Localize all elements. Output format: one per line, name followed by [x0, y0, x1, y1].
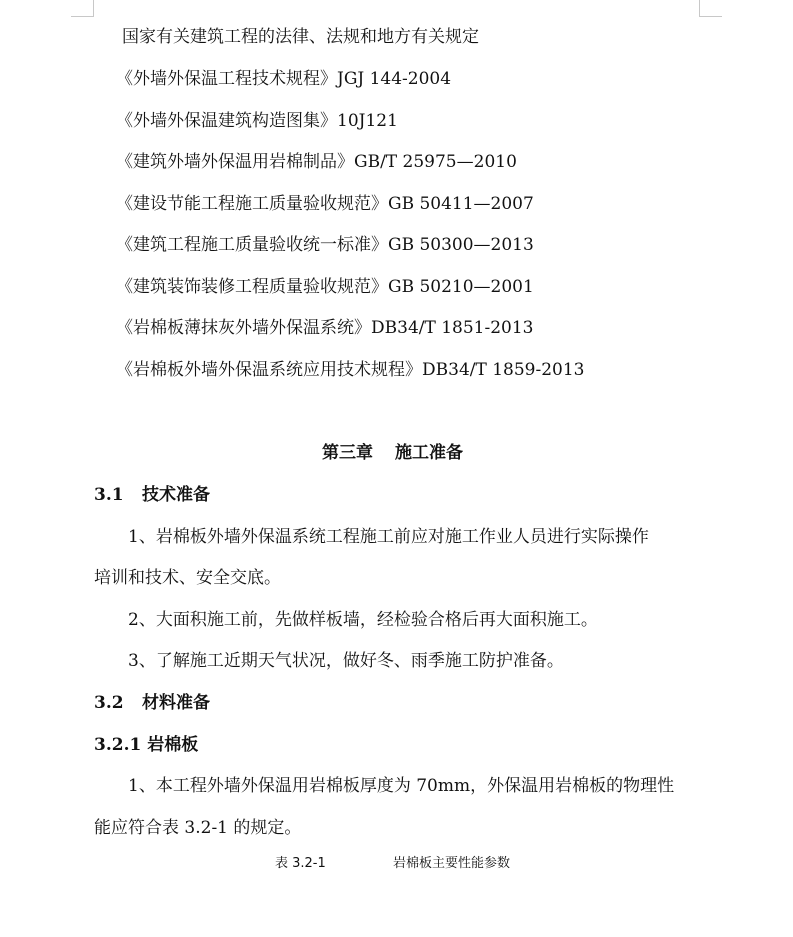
- paragraph-line: 3、了解施工近期天气状况，做好冬、雨季施工防护准备。: [128, 651, 564, 671]
- chapter-number: 第三章: [322, 443, 373, 463]
- paragraph-line: 1、本工程外墙外保温用岩棉板厚度为 70mm，外保温用岩棉板的物理性: [128, 776, 675, 796]
- section-heading-3-2: [94, 693, 210, 713]
- page-corner-mark-left: [71, 0, 94, 17]
- section-heading-3-1: [94, 485, 210, 505]
- subsection-heading-3-2-1: 3.2.1 岩棉板: [94, 735, 199, 755]
- paragraph-line: 培训和技术、安全交底。: [94, 568, 281, 588]
- reference-line: 《建设节能工程施工质量验收规范》GB 50411—2007: [116, 194, 534, 214]
- section-title: 材料准备: [142, 693, 210, 713]
- chapter-heading: [322, 443, 463, 463]
- chapter-title: 施工准备: [395, 443, 463, 463]
- reference-line: 《外墙外保温建筑构造图集》10J121: [116, 111, 398, 131]
- reference-line: 《外墙外保温工程技术规程》JGJ 144-2004: [116, 69, 452, 89]
- reference-line: 国家有关建筑工程的法律、法规和地方有关规定: [122, 27, 479, 47]
- section-number: 3.2: [94, 693, 124, 713]
- reference-line: 《建筑装饰装修工程质量验收规范》GB 50210—2001: [116, 277, 534, 297]
- paragraph-line: 能应符合表 3.2-1 的规定。: [94, 818, 302, 838]
- reference-line: 《岩棉板薄抹灰外墙外保温系统》DB34/T 1851-2013: [116, 318, 534, 338]
- table-caption-title: 岩棉板主要性能参数: [393, 856, 511, 871]
- page-corner-mark-right: [699, 0, 722, 17]
- paragraph-line: 2、大面积施工前，先做样板墙，经检验合格后再大面积施工。: [128, 610, 598, 630]
- reference-line: 《建筑外墙外保温用岩棉制品》GB/T 25975—2010: [116, 152, 517, 172]
- paragraph-line: 1、岩棉板外墙外保温系统工程施工前应对施工作业人员进行实际操作: [128, 527, 649, 547]
- table-caption-number: 表 3.2-1: [275, 856, 326, 871]
- section-number: 3.1: [94, 485, 124, 505]
- reference-line: 《建筑工程施工质量验收统一标准》GB 50300—2013: [116, 235, 534, 255]
- section-title: 技术准备: [142, 485, 210, 505]
- reference-line: 《岩棉板外墙外保温系统应用技术规程》DB34/T 1859-2013: [116, 360, 585, 380]
